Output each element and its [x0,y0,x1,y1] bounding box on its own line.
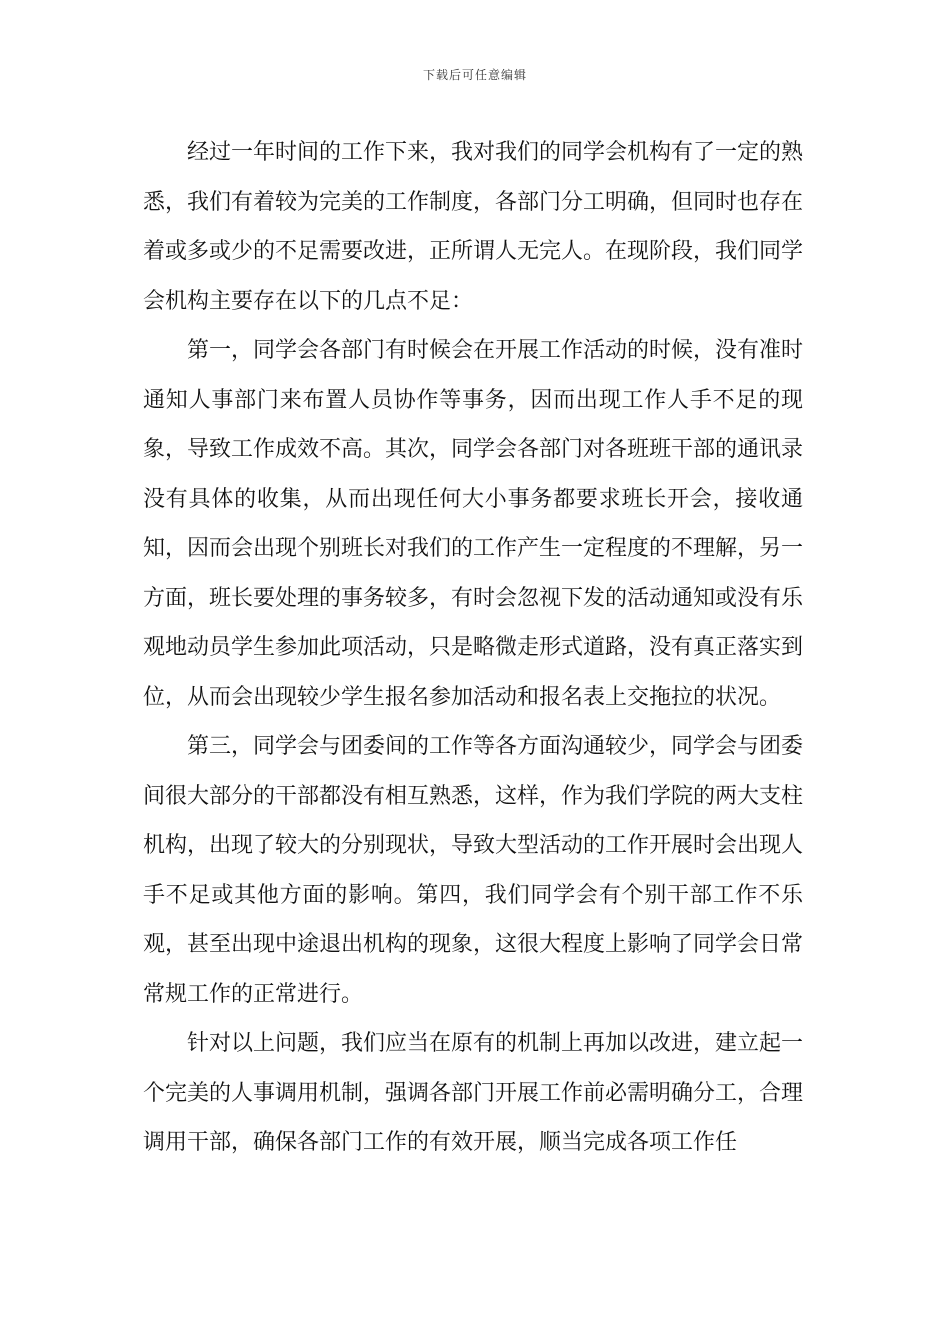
document-body [143,128,803,1168]
paragraph-3: 第三，同学会与团委间的工作等各方面沟通较少，同学会与团委间很大部分的干部都没有相互熟悉，这样，作为我们学院的两大支柱机构，出现了较大的分别现状，导致大型活动的工作开展时会出现人手不足或其他方面的影响。第四，我们同学会有个别干部工作不乐观，甚至出现中途退出机构的现象，这很大程度上影响了同学会日常常规工作的正常进行。 [143,734,804,1007]
page-header: 下载后可任意编辑 [422,68,527,82]
paragraph-1: 经过一年时间的工作下来，我对我们的同学会机构有了一定的熟悉，我们有着较为完美的工作制度，各部门分工明确，但同时也存在着或多或少的不足需要改进，正所谓人无完人。在现阶段，我们同学会机构主要存在以下的几点不足： [143,140,804,314]
paragraph-2: 第一，同学会各部门有时候会在开展工作活动的时候，没有准时通知人事部门来布置人员协作等事务，因而出现工作人手不足的现象，导致工作成效不高。其次，同学会各部门对各班班干部的通讯录没有具体的收集，从而出现任何大小事务都要求班长开会，接收通知，因而会出现个别班长对我们的工作产生一定程度的不理解，另一方面，班长要处理的事务较多，有时会忽视下发的活动通知或没有乐观地动员学生参加此项活动，只是略微走形式道路，没有真正落实到位，从而会出现较少学生报名参加活动和报名表上交拖拉的状况。 [143,338,804,710]
paragraph-4: 针对以上问题，我们应当在原有的机制上再加以改进，建立起一个完美的人事调用机制，强调各部门开展工作前必需明确分工，合理调用干部，确保各部门工作的有效开展，顺当完成各项工作任 [143,1031,804,1155]
